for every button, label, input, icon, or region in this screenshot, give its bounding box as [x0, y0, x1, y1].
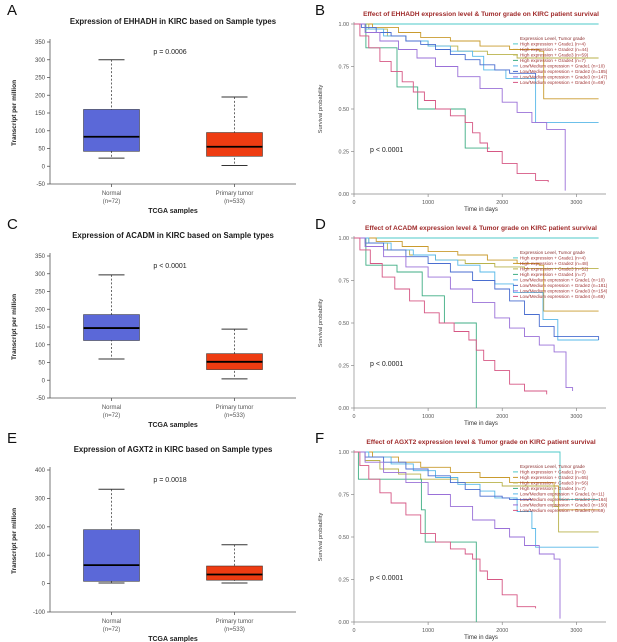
y-axis-label: Transcript per million	[11, 507, 18, 575]
legend-entry-label: High expression + Grade3 (n=59)	[520, 52, 589, 58]
y-axis-label: Survival probability	[318, 84, 324, 134]
legend-entry-label: Low/Medium expression + Grade3 (n=154)	[520, 288, 608, 294]
box-tumor	[207, 133, 263, 157]
legend-entry-label: High expression + Grade2 (n=44)	[520, 47, 589, 52]
x-axis-label: Time in days	[464, 635, 498, 641]
legend-entry-label: Low/Medium expression + Grade3 (n=147)	[520, 74, 608, 80]
p-value-label: p < 0.0001	[370, 361, 404, 368]
km-ehhadh-chart	[308, 0, 617, 214]
y-tick-label: 0.00	[338, 192, 349, 198]
x-axis-label: TCGA samples	[148, 208, 198, 214]
y-tick-label: 0	[41, 581, 45, 588]
panel-letter-e: E	[7, 430, 18, 447]
km-series-5	[354, 24, 536, 78]
p-value-label: p = 0.0006	[153, 49, 187, 56]
panel-letter-d: D	[315, 216, 326, 233]
panel-a-boxplot-ehhadh	[0, 0, 308, 214]
legend-entry-label: High expression + Grade4 (n=7)	[520, 486, 586, 491]
y-tick-label: 0.75	[338, 64, 349, 71]
legend-entry-label: High expression + Grade1 (n=4)	[520, 41, 586, 47]
p-value-label: p < 0.0001	[370, 147, 404, 154]
y-tick-label: 150	[34, 325, 45, 331]
legend-entry-label: Low/Medium expression + Grade4 (n=69)	[520, 294, 605, 299]
x-axis-label: TCGA samples	[148, 422, 198, 428]
x-tick-label: 2000	[496, 628, 509, 634]
y-tick-label: 200	[34, 524, 45, 531]
y-tick-label: 0.00	[338, 620, 349, 626]
y-tick-label: -50	[36, 396, 45, 402]
y-tick-label: 0.50	[338, 107, 349, 113]
panel-e-boxplot-agxt2	[0, 428, 308, 642]
x-tick-label: 1000	[422, 414, 435, 420]
group-label: Normal	[101, 619, 122, 625]
y-tick-label: 0.75	[338, 492, 349, 499]
group-label: Primary tumor	[215, 619, 254, 625]
y-tick-label: 1.00	[338, 450, 349, 456]
legend-entry-label: High expression + Grade1 (n=4)	[520, 255, 586, 261]
box-normal	[84, 109, 140, 151]
boxplot-acadm-chart	[0, 214, 308, 428]
y-tick-label: 0.50	[338, 321, 349, 327]
y-tick-label: 0.25	[338, 577, 349, 584]
chart-title: Expression of EHHADH in KIRC based on Sample types	[69, 17, 277, 26]
y-tick-label: -100	[32, 610, 45, 616]
legend-entry-label: Low/Medium expression + Grade1 (n=10)	[520, 277, 605, 283]
box-tumor	[207, 566, 263, 580]
x-tick-label: 0	[352, 200, 356, 206]
y-tick-label: 200	[34, 307, 45, 314]
y-tick-label: 250	[34, 289, 45, 296]
group-n-label: (n=72)	[102, 627, 121, 633]
x-axis-label: Time in days	[464, 207, 498, 213]
x-tick-label: 0	[352, 628, 356, 634]
group-label: Primary tumor	[215, 405, 254, 411]
panel-letter-b: B	[315, 2, 326, 19]
y-axis-label: Survival probability	[318, 298, 324, 348]
panel-c-boxplot-acadm	[0, 214, 308, 428]
group-n-label: (n=533)	[224, 627, 245, 633]
y-axis-label: Survival probability	[318, 512, 324, 562]
panel-b-km-ehhadh	[308, 0, 617, 214]
x-tick-label: 3000	[570, 628, 583, 634]
legend-entry-label: Low/Medium expression + Grade2 (n=181)	[520, 283, 608, 288]
km-series-3	[354, 24, 490, 148]
legend-entry-label: Low/Medium expression + Grade1 (n=10)	[520, 63, 605, 69]
y-tick-label: 0.25	[338, 363, 349, 370]
chart-title: Expression of ACADM in KIRC based on Sample types	[72, 231, 274, 240]
panel-f-km-agxt2	[308, 428, 617, 642]
group-n-label: (n=72)	[102, 413, 121, 419]
box-normal	[84, 530, 140, 582]
x-tick-label: 2000	[496, 414, 509, 420]
y-tick-label: 300	[34, 57, 45, 64]
x-tick-label: 3000	[570, 414, 583, 420]
y-tick-label: 50	[38, 360, 45, 367]
y-tick-label: 400	[34, 468, 45, 474]
x-tick-label: 0	[352, 414, 356, 420]
y-tick-label: 350	[34, 40, 45, 46]
boxplot-agxt2-chart	[0, 428, 308, 642]
y-axis-label: Transcript per million	[11, 293, 18, 361]
legend-title: Expression Level, Tumor grade	[520, 36, 585, 41]
legend-entry-label: High expression + Grade3 (n=52)	[520, 266, 589, 272]
y-tick-label: 0.00	[338, 406, 349, 412]
x-tick-label: 3000	[570, 200, 583, 206]
legend-entry-label: High expression + Grade2 (n=65)	[520, 475, 589, 480]
km-acadm-chart	[308, 214, 617, 428]
y-tick-label: 0	[41, 164, 45, 171]
y-tick-label: 150	[34, 111, 45, 117]
x-tick-label: 1000	[422, 200, 435, 206]
y-tick-label: 250	[34, 75, 45, 82]
y-tick-label: 0.50	[338, 535, 349, 541]
y-tick-label: 100	[34, 553, 45, 560]
y-tick-label: 100	[34, 342, 45, 349]
group-label: Normal	[101, 405, 122, 411]
y-tick-label: 100	[34, 128, 45, 135]
chart-title: Expression of AGXT2 in KIRC based on Sample types	[73, 445, 273, 454]
chart-title: Effect of AGXT2 expression level & Tumor grade on KIRC patient survival	[366, 439, 596, 446]
km-series-7	[354, 238, 547, 394]
p-value-label: p = 0.0018	[153, 477, 187, 484]
legend-entry-label: High expression + Grade4 (n=7)	[520, 58, 586, 63]
group-label: Primary tumor	[215, 191, 254, 197]
x-tick-label: 1000	[422, 628, 435, 634]
legend-entry-label: Low/Medium expression + Grade2 (n=185)	[520, 69, 608, 74]
y-tick-label: 1.00	[338, 236, 349, 242]
legend-title: Expression Level, Tumor grade	[520, 250, 585, 255]
panel-letter-f: F	[315, 430, 325, 447]
chart-title: Effect of EHHADH expression level & Tumor grade on KIRC patient survival	[363, 11, 599, 18]
legend-entry-label: Low/Medium expression + Grade3 (n=150)	[520, 502, 608, 508]
x-axis-label: TCGA samples	[148, 636, 198, 642]
y-axis-label: Transcript per million	[11, 79, 18, 147]
y-tick-label: -50	[36, 182, 45, 188]
panel-d-km-acadm	[308, 214, 617, 428]
legend-entry-label: High expression + Grade2 (n=48)	[520, 261, 589, 266]
x-tick-label: 2000	[496, 200, 509, 206]
y-tick-label: 50	[38, 146, 45, 153]
panel-letter-a: A	[7, 2, 18, 19]
legend-entry-label: High expression + Grade1 (n=3)	[520, 469, 586, 475]
group-n-label: (n=72)	[102, 199, 121, 205]
km-agxt2-chart	[308, 428, 617, 642]
group-n-label: (n=533)	[224, 413, 245, 419]
y-tick-label: 0.75	[338, 278, 349, 285]
chart-title: Effect of ACADM expression level & Tumor grade on KIRC patient survival	[365, 225, 597, 232]
y-tick-label: 200	[34, 93, 45, 100]
legend-entry-label: Low/Medium expression + Grade1 (n=11)	[520, 491, 605, 497]
p-value-label: p < 0.0001	[370, 575, 404, 582]
group-label: Normal	[101, 191, 122, 197]
x-axis-label: Time in days	[464, 421, 498, 427]
legend-title: Expression Level, Tumor grade	[520, 464, 585, 469]
legend-entry-label: Low/Medium expression + Grade4 (n=69)	[520, 508, 605, 513]
legend-entry-label: Low/Medium expression + Grade4 (n=69)	[520, 80, 605, 85]
y-tick-label: 300	[34, 496, 45, 503]
y-tick-label: 1.00	[338, 22, 349, 28]
legend-entry-label: High expression + Grade3 (n=56)	[520, 480, 589, 486]
boxplot-ehhadh-chart	[0, 0, 308, 214]
panel-letter-c: C	[7, 216, 18, 233]
y-tick-label: 350	[34, 254, 45, 260]
group-n-label: (n=533)	[224, 199, 245, 205]
legend-entry-label: Low/Medium expression + Grade2 (n=164)	[520, 497, 608, 502]
y-tick-label: 0	[41, 378, 45, 385]
y-tick-label: 0.25	[338, 149, 349, 156]
p-value-label: p < 0.0001	[153, 263, 187, 270]
legend-entry-label: High expression + Grade4 (n=7)	[520, 272, 586, 277]
y-tick-label: 300	[34, 271, 45, 278]
